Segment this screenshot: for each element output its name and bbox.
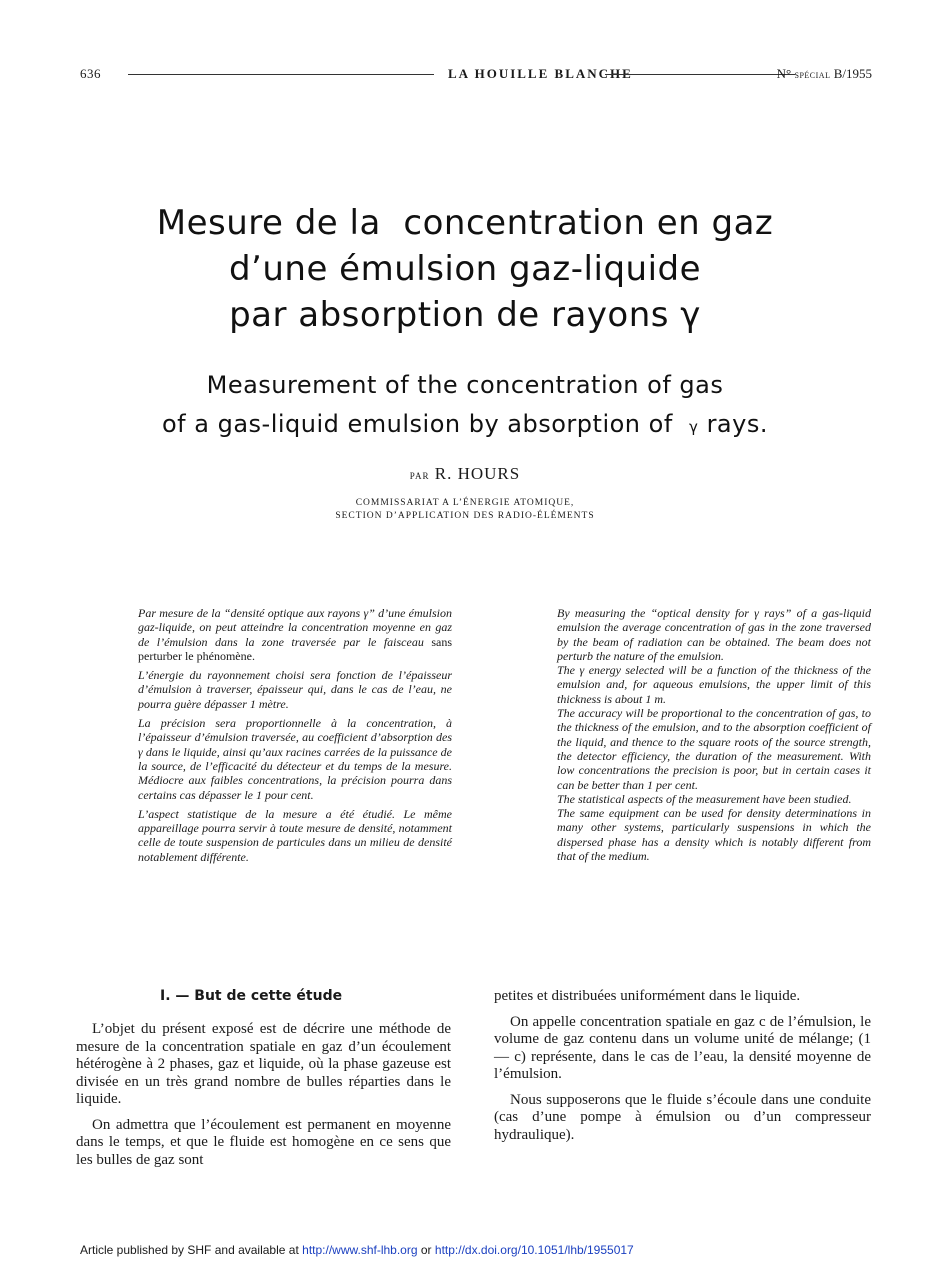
- body-column-left: [76, 1021, 451, 1177]
- title-en-line1: Measurement of the concentration of gas: [206, 371, 724, 399]
- footer-link-shf[interactable]: http://www.shf-lhb.org: [302, 1243, 418, 1257]
- abstract-en-p5: The same equipment can be used for density determinations in many other systems, particularly suspensions in which the dispersed phase has a density which is notably different from that of the medium.: [557, 806, 871, 864]
- affiliation-line1: COMMISSARIAT A L’ÉNERGIE ATOMIQUE,: [355, 498, 575, 508]
- title-en-line2-a: of a gas-liquid emulsion by absorption of: [162, 410, 673, 438]
- affiliation-line2: SECTION D’APPLICATION DES RADIO-ÉLÉMENTS: [335, 511, 595, 521]
- body-paragraph-4: On appelle concentration spatiale en gaz c de l’émulsion, le volume de gaz contenu dans un volume unité de mélange; (1 — c) représente, dans le cas de l’eau, la densité moyenne de l’émulsion.: [494, 1013, 871, 1082]
- byline-par: par: [409, 467, 430, 482]
- body-paragraph-2: On admettra que l’écoulement est permanent en moyenne dans le temps, et que le fluide est homogène en ce sens que les bulles de gaz sont: [76, 1116, 451, 1168]
- journal-name: LA HOUILLE BLANCHE: [448, 66, 633, 81]
- title-en-line2-b: rays.: [706, 410, 768, 438]
- body-column-right: [494, 988, 871, 1152]
- body-paragraph-5: Nous supposerons que le fluide s’écoule dans une conduite (cas d’une pompe à émulsion ou d’un compresseur hydraulique).: [494, 1091, 871, 1143]
- body-paragraph-1: L’objet du présent exposé est de décrire une méthode de mesure de la concentration spatiale en gaz d’un écoulement hétérogène à 2 phases, gaz et liquide, où la phase gazeuse est divisée en un très grand nombre de bulles réparties dans le liquide.: [76, 1021, 451, 1107]
- abstract-fr-p2: L’énergie du rayonnement choisi sera fonction de l’épaisseur d’émulsion à traverser, épaisseur qui, dans le cas de l’eau, ne pourra guère dépasser 1 mètre.: [138, 668, 452, 711]
- abstract-en-p4: The statistical aspects of the measurement have been studied.: [557, 791, 852, 806]
- abstract-en-p3: The accuracy will be proportional to the concentration of gas, to the thickness of the emulsion, and to the absorption coefficient of the liquid, and thence to the square roots of the source strength, the detector efficiency, the duration of the measurement. With low concentrations the precision is poor, but in certain cases it can be better than 1 per cent.: [557, 706, 871, 792]
- title-french: [0, 200, 930, 338]
- abstract-fr-p4: L’aspect statistique de la mesure a été étudié. Le même appareillage pourra servir à toute mesure de densité, notamment celle de toute suspension de particules dans un milieu de densité notablement différente.: [138, 806, 452, 864]
- publication-footer: [80, 1243, 880, 1257]
- footer-text-1: Article published by SHF and available at: [80, 1243, 299, 1257]
- page-number: 636: [80, 66, 101, 81]
- abstract-en-p2: The γ energy selected will be a function of the thickness of the emulsion and, for aqueous emulsions, the upper limit of this thickness is about 1 m.: [557, 663, 871, 706]
- title-english: [0, 366, 930, 447]
- affiliation: [0, 497, 930, 523]
- issue-label: [777, 66, 872, 82]
- title-fr-line3: par absorption de rayons γ: [229, 295, 701, 335]
- footer-link-doi[interactable]: http://dx.doi.org/10.1051/lhb/1955017: [434, 1243, 634, 1257]
- author-name: R. HOURS: [434, 464, 521, 483]
- section-heading: I. — But de cette étude: [160, 988, 343, 1004]
- footer-text-2: or: [420, 1243, 432, 1257]
- abstract-fr-p1-italic: Par mesure de la “densité optique aux rayons γ” d’une émulsion gaz-liquide, on peut atteindre la concentration moyenne en gaz de l’émulsion dans la zone traversée par le faisceau: [138, 606, 452, 649]
- title-en-gamma: γ: [689, 418, 699, 436]
- title-en-line2: [0, 405, 930, 447]
- body-paragraph-3-continued: petites et distribuées uniformément dans le liquide.: [494, 988, 801, 1004]
- header-rule-right: [605, 74, 795, 75]
- abstract-fr-paragraph: [138, 606, 452, 663]
- header-rule-left: [128, 74, 434, 75]
- abstract-english: [557, 606, 871, 863]
- running-header: [80, 66, 872, 84]
- title-fr-line1: Mesure de la concentration en gaz: [156, 203, 774, 243]
- issue-suffix: B/1955: [833, 66, 872, 81]
- abstract-french: [138, 606, 452, 869]
- title-fr-line2: d’une émulsion gaz-liquide: [228, 249, 702, 289]
- issue-special: spécial: [794, 69, 831, 81]
- abstract-en-p1: By measuring the “optical density for γ rays” of a gas-liquid emulsion the average concentration of gas in the zone traversed by the beam of radiation can be obtained. The beam does not perturb the nature of the emulsion.: [557, 606, 871, 663]
- abstract-fr-p3: La précision sera proportionnelle à la concentration, à l’épaisseur d’émulsion traversée, au coefficient d’absorption des γ dans le liquide, ainsi qu’aux racines carrées de la puissance de la source, de l’efficacité du détecteur et du temps de la mesure. Médiocre aux faibles concentrations, la précision pourra dans certains cas dépasser le 1 pour cent.: [138, 716, 452, 802]
- byline: [0, 464, 930, 484]
- issue-prefix: N°: [776, 66, 792, 81]
- abstract-fr-p1-roman: sans perturber le phénomène.: [138, 634, 452, 663]
